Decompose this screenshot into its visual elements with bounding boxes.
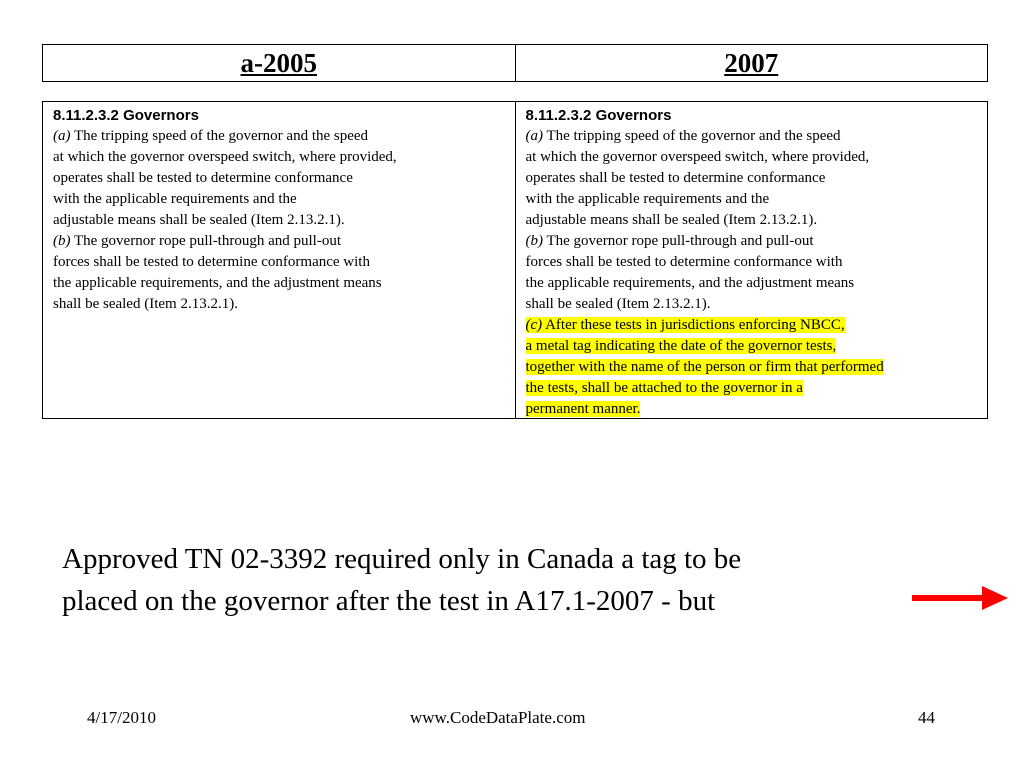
right-section-heading: 8.11.2.3.2 Governors <box>525 107 672 124</box>
right-arrow-icon[interactable] <box>912 586 1008 610</box>
right-item-b-line: forces shall be tested to determine conformance with <box>525 254 843 270</box>
right-item-b-line: shall be sealed (Item 2.13.2.1). <box>525 296 711 312</box>
right-item-c-line: permanent manner. <box>525 401 641 417</box>
left-item-a-line: operates shall be tested to determine conformance <box>53 170 353 186</box>
right-item-a-line: operates shall be tested to determine conformance <box>525 170 826 186</box>
left-item-b-line: the applicable requirements, and the adjustment means <box>53 275 382 291</box>
left-section-heading: 8.11.2.3.2 Governors <box>53 107 199 124</box>
footer-date: 4/17/2010 <box>87 708 156 727</box>
right-item-c-line: (c) After these tests in jurisdictions enforcing NBCC, <box>525 317 845 333</box>
left-item-b-line: (b) The governor rope pull-through and pull-out <box>53 233 342 249</box>
right-item-b-line: (b) The governor rope pull-through and pull-out <box>525 233 814 249</box>
header-col-right: 2007 <box>515 45 988 81</box>
slide-caption <box>62 538 922 622</box>
left-item-b-label: (b) <box>53 233 71 249</box>
left-item-b-line: shall be sealed (Item 2.13.2.1). <box>53 296 238 312</box>
left-item-a-line: adjustable means shall be sealed (Item 2.13.2.1). <box>53 212 345 228</box>
right-item-c-line: together with the name of the person or firm that performed <box>525 359 884 375</box>
right-item-a-line: at which the governor overspeed switch, where provided, <box>525 149 870 165</box>
right-item-c-line: the tests, shall be attached to the governor in a <box>525 380 803 396</box>
right-item-a-line: (a) The tripping speed of the governor and the speed <box>525 128 841 144</box>
left-item-a-line: (a) The tripping speed of the governor and the speed <box>53 128 369 144</box>
right-item-a-line: with the applicable requirements and the <box>525 191 770 207</box>
comparison-header-table <box>42 44 988 82</box>
left-item-b-line: forces shall be tested to determine conformance with <box>53 254 370 270</box>
comparison-content-table <box>42 101 988 419</box>
right-cell <box>515 102 988 418</box>
right-item-c-line: a metal tag indicating the date of the governor tests, <box>525 338 837 354</box>
footer-url: www.CodeDataPlate.com <box>410 708 586 727</box>
right-item-c-label: (c) <box>525 317 543 333</box>
right-item-a-label: (a) <box>525 128 543 144</box>
caption-line-1: Approved TN 02-3392 required only in Canada a tag to be <box>62 543 742 575</box>
left-item-a-label: (a) <box>53 128 71 144</box>
footer-page-number: 44 <box>918 708 935 727</box>
right-item-a-line: adjustable means shall be sealed (Item 2.13.2.1). <box>525 212 818 228</box>
left-cell <box>43 102 515 418</box>
right-item-b-label: (b) <box>525 233 543 249</box>
left-item-a-line: at which the governor overspeed switch, where provided, <box>53 149 397 165</box>
caption-line-2: placed on the governor after the test in A17.1-2007 - but <box>62 585 716 617</box>
right-item-b-line: the applicable requirements, and the adjustment means <box>525 275 855 291</box>
left-item-a-line: with the applicable requirements and the <box>53 191 297 207</box>
header-col-left: a-2005 <box>240 47 317 78</box>
